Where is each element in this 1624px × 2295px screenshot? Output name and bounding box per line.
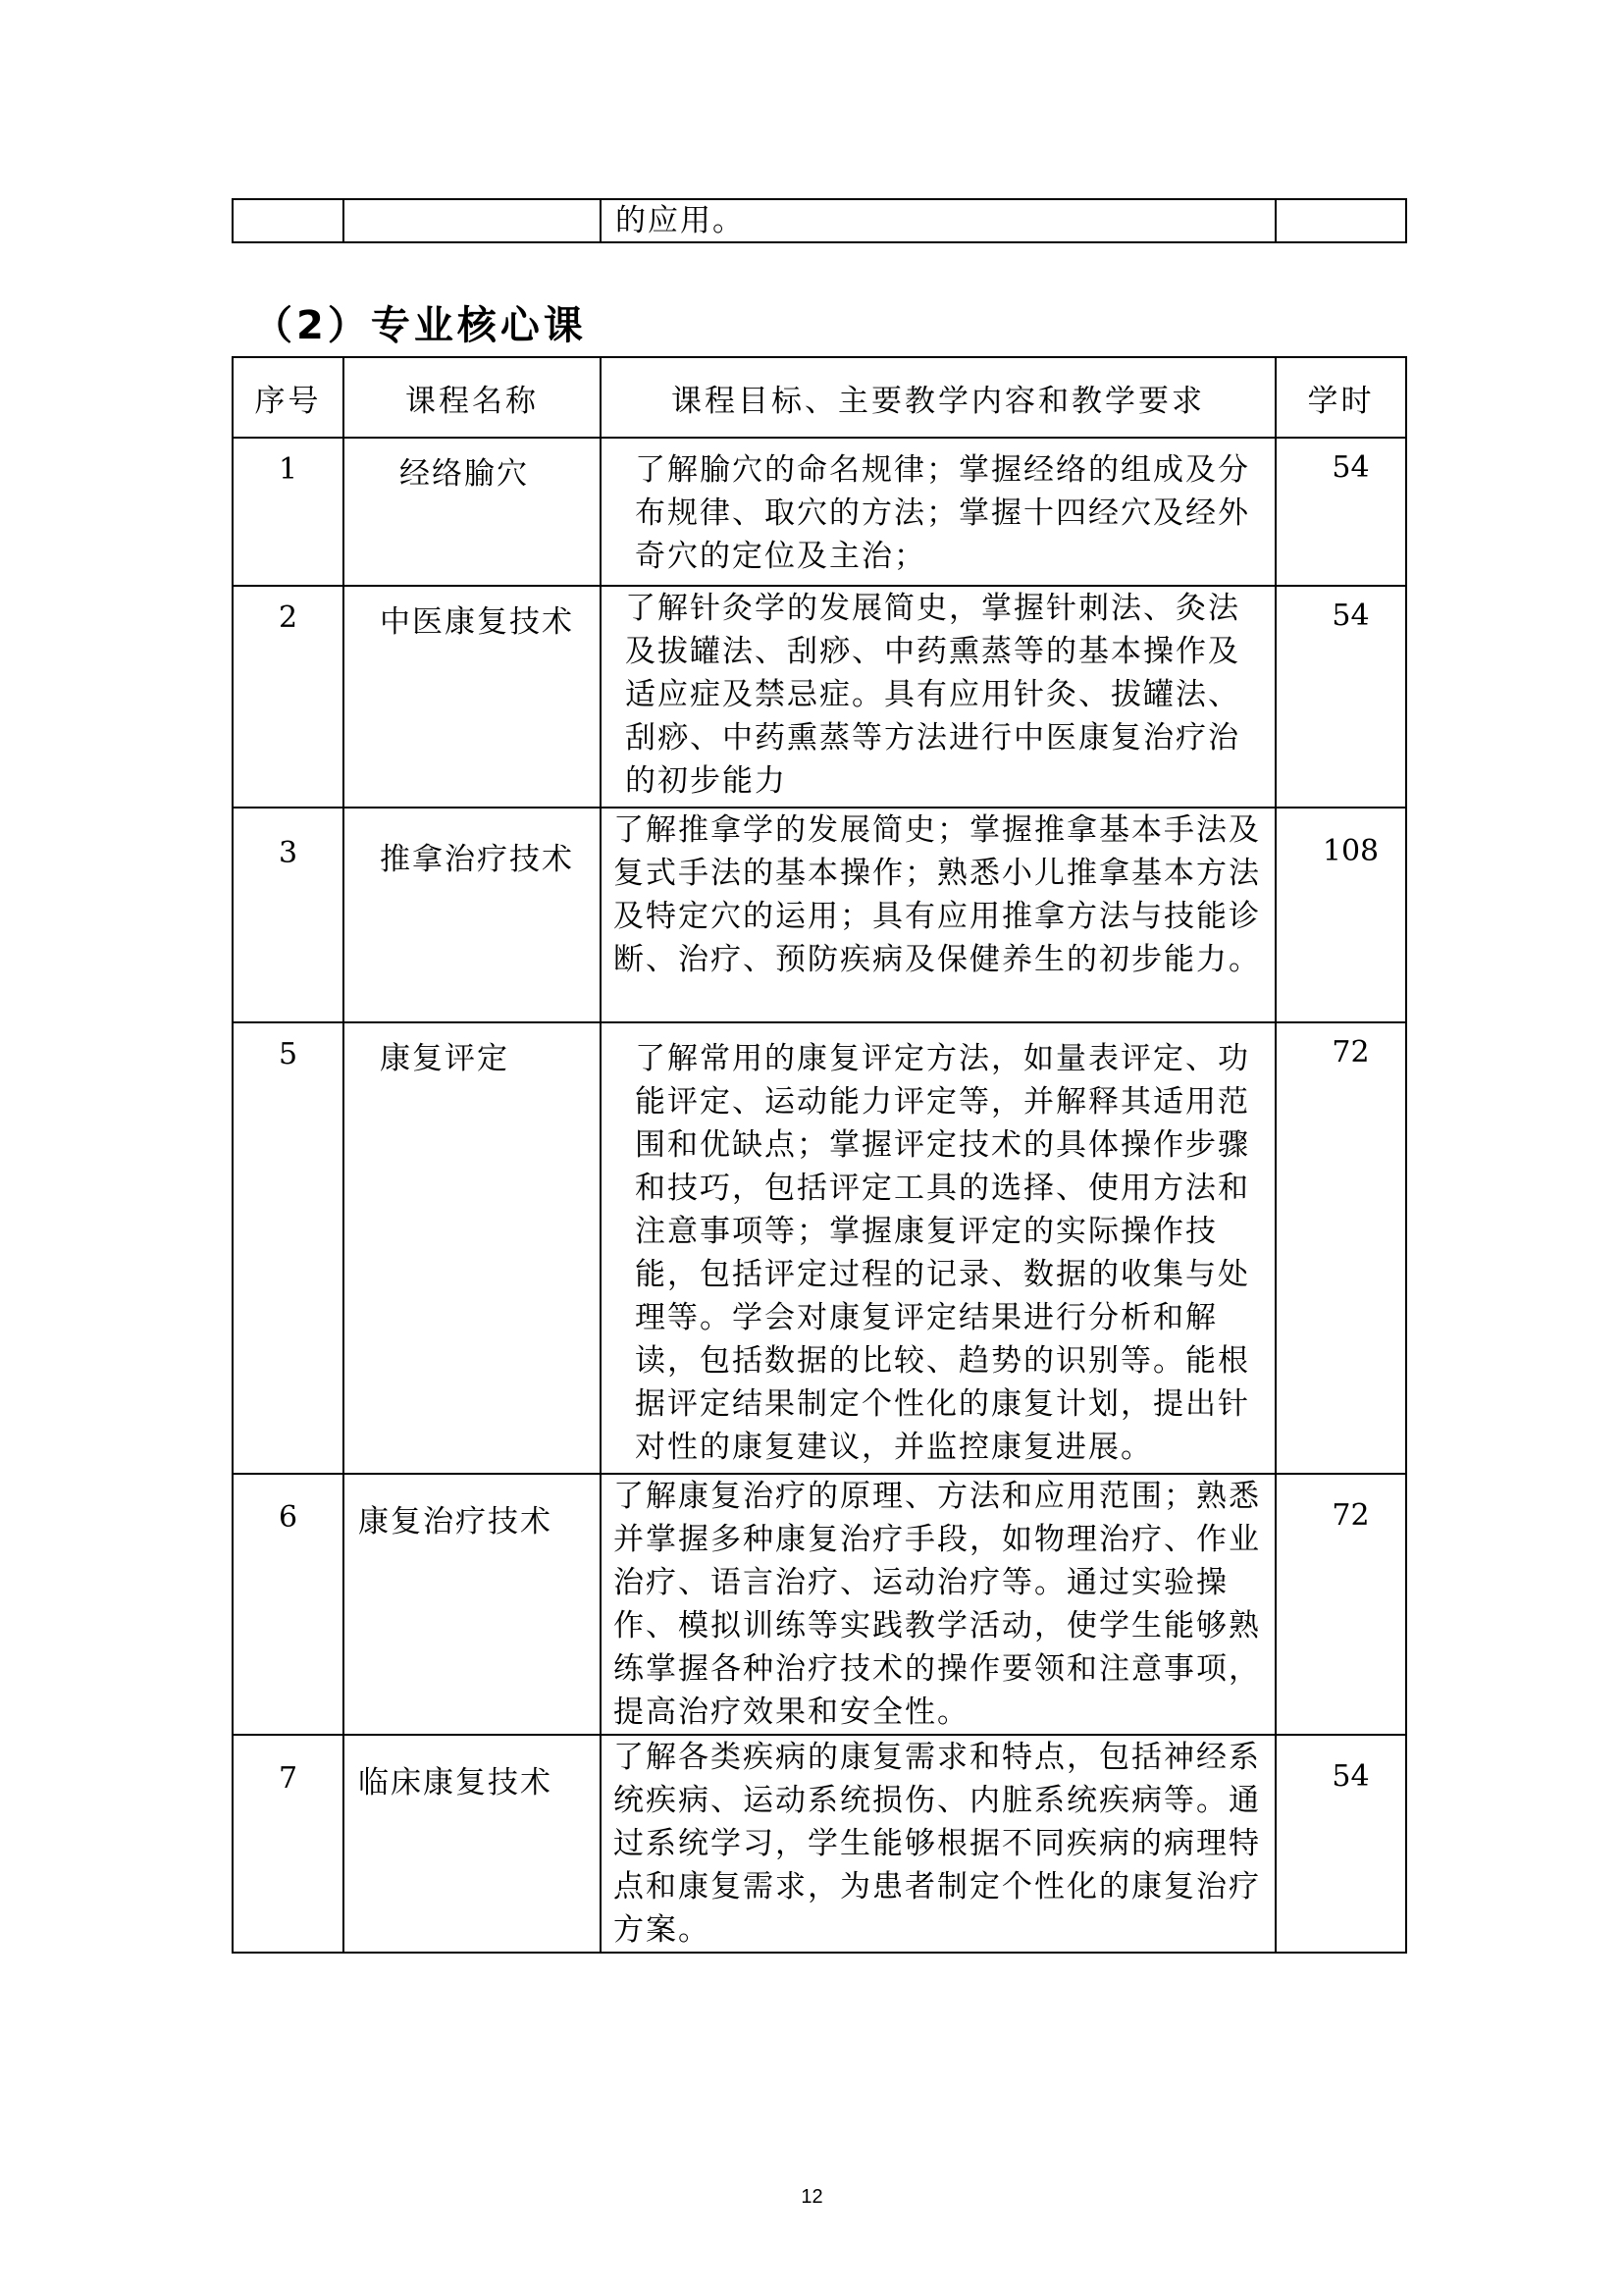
course-desc: 了解康复治疗的原理、方法和应用范围；熟悉并掌握多种康复治疗手段，如物理治疗、作业治疗、语言治疗、运动治疗等。通过实验操作、模拟训练等实践教学活动，使学生能够熟练掌握各种治疗技术的操作要领和注意事项，提高治疗效果和安全性。 [601, 1474, 1276, 1735]
table-cell [1276, 199, 1406, 242]
course-hours: 54 [1276, 586, 1406, 808]
table-cell [343, 199, 601, 242]
course-name: 康复评定 [343, 1022, 601, 1474]
table-cell [233, 199, 343, 242]
course-hours: 72 [1276, 1022, 1406, 1474]
table-row [233, 438, 1406, 586]
table-header-row [233, 357, 1406, 438]
course-no: 1 [233, 438, 343, 586]
course-name: 临床康复技术 [343, 1735, 601, 1953]
course-desc: 了解腧穴的命名规律；掌握经络的组成及分布规律、取穴的方法；掌握十四经穴及经外奇穴的定位及主治； [601, 438, 1276, 586]
course-name: 中医康复技术 [343, 586, 601, 808]
course-hours: 108 [1276, 808, 1406, 1022]
course-desc: 了解各类疾病的康复需求和特点，包括神经系统疾病、运动系统损伤、内脏系统疾病等。通过系统学习，学生能够根据不同疾病的病理特点和康复需求，为患者制定个性化的康复治疗方案。 [601, 1735, 1276, 1953]
course-no: 5 [233, 1022, 343, 1474]
course-hours: 54 [1276, 438, 1406, 586]
table-row [233, 199, 1406, 242]
course-name: 推拿治疗技术 [343, 808, 601, 1022]
course-no: 3 [233, 808, 343, 1022]
header-desc: 课程目标、主要教学内容和教学要求 [601, 357, 1276, 438]
course-name: 康复治疗技术 [343, 1474, 601, 1735]
header-no: 序号 [233, 357, 343, 438]
page-number: 12 [801, 2186, 823, 2208]
table-row [233, 1735, 1406, 1953]
course-table [232, 356, 1407, 1954]
course-no: 6 [233, 1474, 343, 1735]
course-desc: 了解常用的康复评定方法，如量表评定、功能评定、运动能力评定等，并解释其适用范围和优缺点；掌握评定技术的具体操作步骤和技巧，包括评定工具的选择、使用方法和注意事项等；掌握康复评定的实际操作技能，包括评定过程的记录、数据的收集与处理等。学会对康复评定结果进行分析和解读，包括数据的比较、趋势的识别等。能根据评定结果制定个性化的康复计划，提出针对性的康复建议，并监控康复进展。 [601, 1022, 1276, 1474]
header-hours: 学时 [1276, 357, 1406, 438]
course-desc: 了解推拿学的发展简史；掌握推拿基本手法及复式手法的基本操作；熟悉小儿推拿基本方法及特定穴的运用；具有应用推拿方法与技能诊断、治疗、预防疾病及保健养生的初步能力。 [601, 808, 1276, 1022]
course-name: 经络腧穴 [343, 438, 601, 586]
course-no: 7 [233, 1735, 343, 1953]
table-row [233, 1474, 1406, 1735]
continued-text: 的应用。 [601, 199, 1276, 242]
continued-table [232, 198, 1407, 243]
course-no: 2 [233, 586, 343, 808]
course-hours: 54 [1276, 1735, 1406, 1953]
table-row [233, 808, 1406, 1022]
section-heading: （2）专业核心课 [253, 303, 587, 348]
header-name: 课程名称 [343, 357, 601, 438]
table-row [233, 586, 1406, 808]
course-hours: 72 [1276, 1474, 1406, 1735]
table-row [233, 1022, 1406, 1474]
course-desc: 了解针灸学的发展简史，掌握针刺法、灸法及拔罐法、刮痧、中药熏蒸等的基本操作及适应症及禁忌症。具有应用针灸、拔罐法、刮痧、中药熏蒸等方法进行中医康复治疗治的初步能力 [601, 586, 1276, 808]
